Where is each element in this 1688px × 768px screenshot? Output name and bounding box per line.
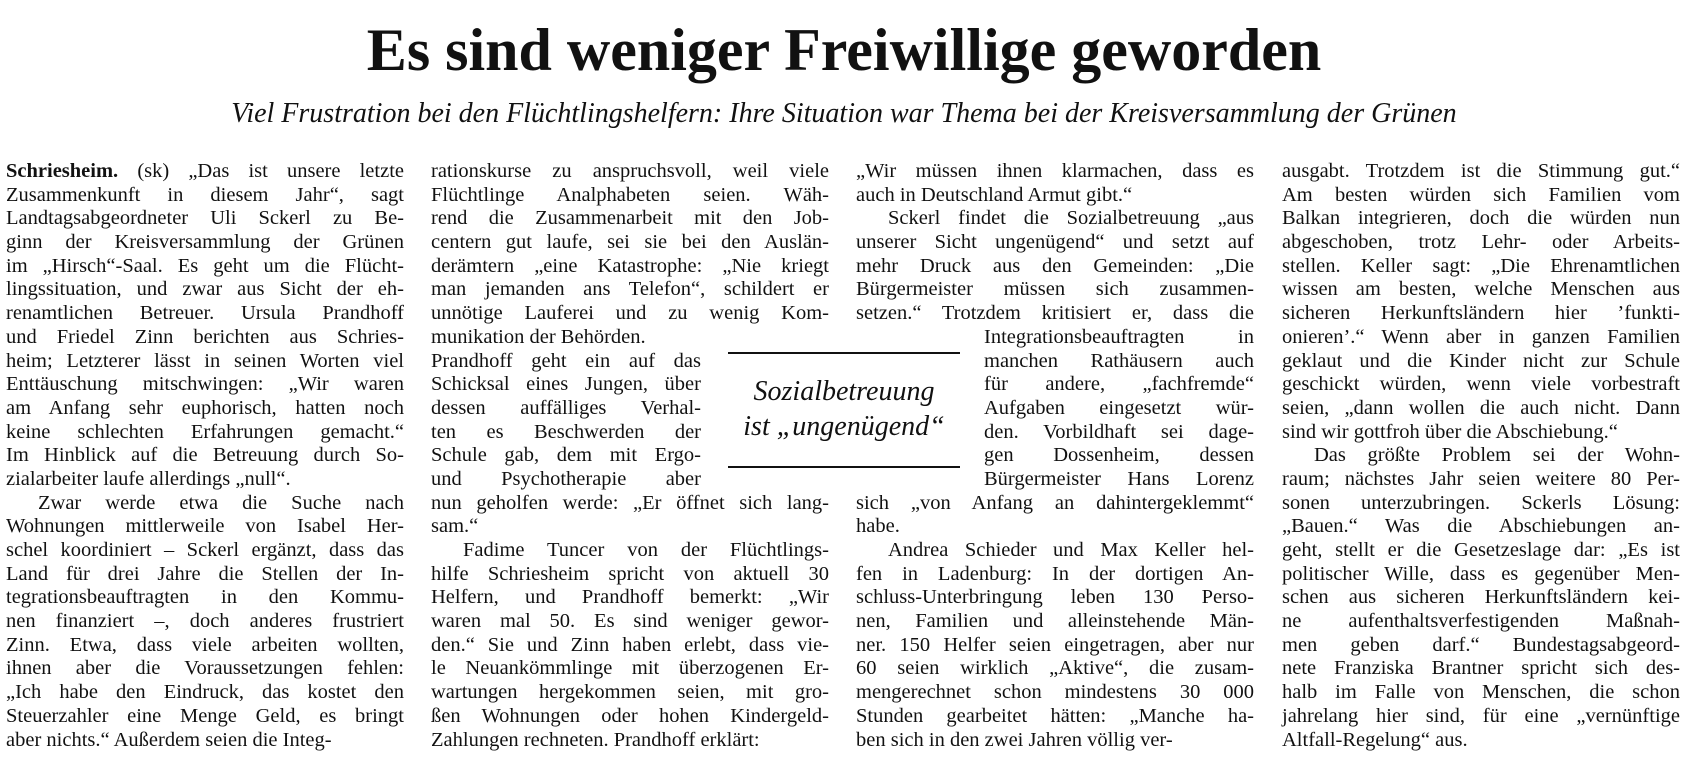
- text-line: und Psychotherapie aber: [431, 467, 701, 490]
- text-line: dessen auffälliges Verhal-: [431, 396, 701, 419]
- text-line: sicheren Herkunftsländern hier ’funkti-: [1282, 302, 1680, 325]
- text-line: Am besten würden sich Familien vom: [1282, 183, 1680, 206]
- text-line: setzen.“ Trotzdem kritisiert er, dass die: [856, 302, 1254, 325]
- text-line: nen, Familien und alleinstehende Män-: [856, 610, 1254, 633]
- text-line: Integrationsbeauftragten in: [984, 325, 1254, 348]
- article-column-3: [856, 160, 1254, 752]
- text-line: den.“ Sie und Zinn haben erlebt, dass vie-: [431, 633, 829, 656]
- text-line: mengerechnet schon mindestens 30 000: [856, 681, 1254, 704]
- text-line: 60 seien wirklich „Aktive“, die zusam-: [856, 657, 1254, 680]
- text-line: abgeschoben, trotz Lehr- oder Arbeits-: [1282, 231, 1680, 254]
- pull-quote-line: ist „ungenügend“: [743, 411, 945, 442]
- text-line: Schriesheim. (sk) „Das ist unsere letzte: [6, 160, 404, 182]
- text-line: politischer Wille, dass es gegenüber Men-: [1282, 562, 1680, 585]
- text-line: „Ich habe den Eindruck, das kostet den: [6, 681, 404, 704]
- text-line: ginn der Kreisversammlung der Grünen: [6, 231, 404, 254]
- text-line: Zusammenkunft in diesem Jahr“, sagt: [6, 183, 404, 206]
- text-line: Andrea Schieder und Max Keller hel-: [888, 539, 1254, 561]
- article-column-4: [1282, 160, 1680, 752]
- text-line: schen aus sicheren Herkunftsländern kei-: [1282, 586, 1680, 609]
- text-line: nun geholfen werde: „Er öffnet sich lang-: [431, 491, 829, 514]
- text-line: centern gut laufe, sei sie bei den Auslän-: [431, 231, 829, 254]
- text-line: Das größte Problem sei der Wohn-: [1314, 444, 1680, 467]
- text-line: gen Dossenheim, dessen: [984, 444, 1254, 467]
- text-line: Im Hinblick auf die Betreuung durch So-: [6, 444, 404, 467]
- text-line: ausgabt. Trotzdem ist die Stimmung gut.“: [1282, 160, 1680, 182]
- text-line: munikation der Behörden.: [431, 325, 646, 348]
- text-line: mehr Druck aus den Gemeinden: „Die: [856, 254, 1254, 277]
- text-line: keine schlechten Erfahrungen gemacht.“: [6, 420, 404, 443]
- headline: Es sind weniger Freiwillige geworden: [366, 17, 1322, 83]
- text-line: fen in Ladenburg: In der dortigen An-: [856, 562, 1254, 585]
- text-line: unserer Sicht ungenügend“ und setzt auf: [856, 231, 1254, 254]
- text-line: zialarbeiter laufe allerdings „null“.: [6, 467, 291, 490]
- text-line: Enttäuschung mitschwingen: „Wir waren: [6, 373, 404, 396]
- text-line: hilfe Schriesheim spricht von aktuell 30: [431, 562, 829, 585]
- text-line: rend die Zusammenarbeit mit den Job-: [431, 207, 829, 230]
- text-line: jahrelang hier sind, für eine „vernünftige: [1282, 704, 1680, 727]
- text-line: men geben darf.“ Bundestagsabgeord-: [1282, 633, 1680, 656]
- text-line: sich „von Anfang an dahintergeklemmt“: [856, 491, 1254, 514]
- text-line: manchen Rathäusern auch: [984, 349, 1254, 372]
- article-column-1: [6, 160, 404, 752]
- text-line: ßen Wohnungen oder hohen Kindergeld-: [431, 704, 829, 727]
- text-line: ten es Beschwerden der: [431, 420, 701, 443]
- article-column-2: [431, 160, 829, 752]
- text-line: ben sich in den zwei Jahren völlig ver-: [856, 728, 1173, 751]
- text-line: Steuerzahler eine Menge Geld, es bringt: [6, 704, 404, 727]
- text-line: ihnen aber die Voraussetzungen fehlen:: [6, 657, 404, 680]
- text-line: Balkan integrieren, doch die würden nun: [1282, 207, 1680, 230]
- text-line: den. Vorbildhaft sei dage-: [984, 420, 1254, 443]
- text-line: geklaut und die Kinder nicht zur Schule: [1282, 349, 1680, 372]
- text-line: Prandhoff geht ein auf das: [431, 349, 701, 372]
- text-line: nete Franziska Brantner spricht sich des-: [1282, 657, 1680, 680]
- text-line: unnötige Lauferei und zu wenig Kom-: [431, 302, 829, 325]
- text-line: halb im Falle von Menschen, die schon: [1282, 681, 1680, 704]
- text-line: derämtern „eine Katastrophe: „Nie kriegt: [431, 254, 829, 277]
- text-line: Zahlungen rechneten. Prandhoff erklärt:: [431, 728, 760, 751]
- text-line: tegrationsbeauftragten in den Kommu-: [6, 586, 404, 609]
- text-line: „Bauen.“ Was die Abschiebungen an-: [1282, 515, 1680, 538]
- text-line: sam.“: [431, 515, 479, 538]
- text-line: Landtagsabgeordneter Uli Sckerl zu Be-: [6, 207, 404, 230]
- text-line: Wohnungen mittlerweile von Isabel Her-: [6, 515, 404, 538]
- text-line: man jemanden ans Telefon“, schildert er: [431, 278, 829, 301]
- text-line: Sckerl findet die Sozialbetreuung „aus: [888, 207, 1254, 230]
- text-line: Altfall-Regelung“ aus.: [1282, 728, 1468, 751]
- text-line: Bürgermeister müssen sich zusammen-: [856, 278, 1254, 301]
- text-line: sind wir gottfroh über die Abschiebung.“: [1282, 420, 1618, 443]
- text-line: am Anfang sehr euphorisch, hatten noch: [6, 396, 404, 419]
- text-line: habe.: [856, 515, 900, 538]
- text-line: nen finanziert –, doch anderes frustriert: [6, 610, 404, 633]
- pull-quote-line: Sozialbetreuung: [753, 376, 935, 407]
- text-line: Helfern, und Prandhoff bemerkt: „Wir: [431, 586, 829, 609]
- text-line: Schicksal eines Jungen, über: [431, 373, 701, 396]
- text-line: schel koordiniert – Sckerl ergänzt, dass das: [6, 539, 404, 561]
- text-line: Aufgaben eingesetzt wür-: [984, 396, 1254, 419]
- text-line: seien, „dann wollen die auch nicht. Dann: [1282, 396, 1680, 419]
- text-line: und Friedel Zinn berichten aus Schries-: [6, 325, 404, 348]
- text-line: geschickt würden, wenn viele vorbestraft: [1282, 373, 1680, 396]
- text-line: Stunden gearbeitet hätten: „Manche ha-: [856, 704, 1254, 727]
- text-line: lingssituation, und zwar aus Sicht der eh-: [6, 278, 404, 301]
- text-line: Zinn. Etwa, dass viele arbeiten wollten,: [6, 633, 404, 656]
- text-line: aber nichts.“ Außerdem seien die Integ-: [6, 728, 332, 751]
- text-line: Fadime Tuncer von der Flüchtlings-: [463, 539, 829, 561]
- text-line: wissen am besten, welche Menschen aus: [1282, 278, 1680, 301]
- text-line: „Wir müssen ihnen klarmachen, dass es: [856, 160, 1254, 182]
- text-line: ner. 150 Helfer seien eingetragen, aber nur: [856, 633, 1254, 656]
- text-line: Schule gab, dem mit Ergo-: [431, 444, 701, 467]
- text-line: le Neuankömmlinge mit überzogenen Er-: [431, 657, 829, 680]
- text-line: rationskurse zu anspruchsvoll, weil viele: [431, 160, 829, 182]
- text-line: heim; Letzterer lässt in seinen Worten viel: [6, 349, 404, 372]
- text-line: wartungen hergekommen seien, mit gro-: [431, 681, 829, 704]
- text-line: renamtlichen Betreuer. Ursula Prandhoff: [6, 302, 404, 325]
- text-line: Land für drei Jahre die Stellen der In-: [6, 562, 404, 585]
- text-line: onieren’.“ Wenn aber in ganzen Familien: [1282, 325, 1680, 348]
- subheadline: Viel Frustration bei den Flüchtlingshelfern: Ihre Situation war Thema bei der Kreisversammlung der Grünen: [231, 98, 1457, 129]
- text-line: raum; nächstes Jahr seien weitere 80 Per-: [1282, 467, 1680, 490]
- dateline: Schriesheim.: [6, 160, 119, 182]
- text-line: geht, stellt er die Gesetzeslage dar: „Es ist: [1282, 539, 1680, 561]
- text-line: waren mal 50. Es sind weniger gewor-: [431, 610, 829, 633]
- text-line: Flüchtlinge Analphabeten seien. Wäh-: [431, 183, 829, 206]
- text-line: sonen unterzubringen. Sckerls Lösung:: [1282, 491, 1680, 514]
- text-line: auch in Deutschland Armut gibt.“: [856, 183, 1133, 206]
- text-line: ne aufenthaltsverfestigenden Maßnah-: [1282, 610, 1680, 633]
- text-line: Bürgermeister Hans Lorenz: [984, 467, 1254, 490]
- text-line: Zwar werde etwa die Suche nach: [38, 491, 404, 514]
- text-line: im „Hirsch“-Saal. Es geht um die Flücht-: [6, 254, 404, 277]
- text-line: für andere, „fachfremde“: [984, 373, 1254, 396]
- text-line: stellen. Keller sagt: „Die Ehrenamtlichen: [1282, 254, 1680, 277]
- text-line: schluss-Unterbringung leben 130 Perso-: [856, 586, 1254, 609]
